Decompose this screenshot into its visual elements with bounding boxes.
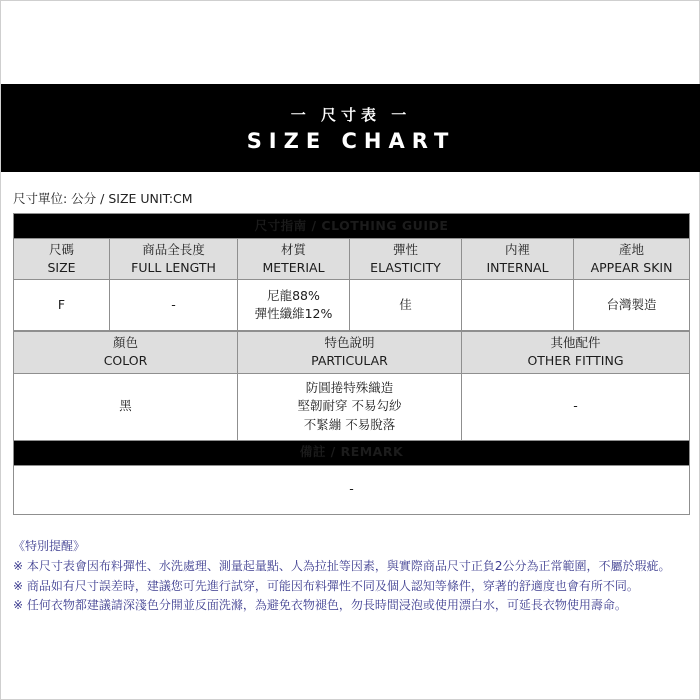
clothing-guide-table [13,213,690,331]
banner-title: SIZE CHART [246,128,456,153]
cell-material-line1: 尼龍88% [267,288,320,304]
header-color [14,332,238,373]
detail-table [13,331,690,514]
table-row [14,465,690,514]
cell-size: F [14,280,110,331]
cell-internal [462,280,574,331]
table-row [14,373,690,440]
table-row [14,440,690,465]
section-header-remark: 備註 / REMARK [14,440,690,465]
header-full-length [110,239,238,280]
note-item: ※ 商品如有尺寸誤差時，建議您可先進行試穿，可能因布料彈性不同及個人認知等條件，穿著的舒適度也會有所不同。 [13,578,639,593]
header-particular [238,332,462,373]
banner-subtitle: 一 尺寸表 一 [290,105,412,124]
header-size-en: SIZE [47,260,76,276]
note-item: ※ 本尺寸表會因布料彈性、水洗處理、測量起量點、人為拉扯等因素，與實際商品尺寸正負2公分為正常範圍，不屬於瑕疵。 [13,559,671,574]
table-row [14,214,690,239]
cell-particular-line1: 防圓捲特殊織造 [305,380,394,396]
header-other-fitting-en: OTHER FITTING [527,353,624,369]
header-internal-cn: 内裡 [504,242,530,257]
special-notes [13,537,689,616]
header-appear-skin-cn: 產地 [619,242,645,257]
header-material-en: METERIAL [262,260,325,276]
header-elasticity-en: ELASTICITY [370,260,441,276]
table-row [14,280,690,331]
header-elasticity-cn: 彈性 [392,242,418,257]
header-elasticity [350,239,462,280]
header-other-fitting-cn: 其他配件 [550,335,601,351]
header-color-en: COLOR [103,353,148,369]
header-appear-skin [574,239,690,280]
header-other-fitting [462,332,690,373]
header-size [14,239,110,280]
cell-particular [238,373,462,440]
cell-material [238,280,350,331]
header-appear-skin-en: APPEAR SKIN [590,260,673,276]
header-particular-cn: 特色說明 [324,335,375,351]
cell-material-line2: 彈性纖維12% [254,306,333,322]
header-material [238,239,350,280]
table-row [14,332,690,373]
notes-title: 《特別提醒》 [13,539,86,553]
size-chart-banner [1,84,700,172]
cell-particular-line2: 堅韌耐穿 不易勾紗 [297,398,402,414]
note-item: ※ 任何衣物都建議請深淺色分開並反面洗滌，為避免衣物褪色，勿長時間浸泡或使用漂白水，可延長衣物使用壽命。 [13,598,627,613]
header-color-cn: 顏色 [112,335,138,351]
table-row [14,239,690,280]
cell-elasticity: 佳 [350,280,462,331]
header-full-length-cn: 商品全長度 [142,242,205,257]
header-internal [462,239,574,280]
header-material-cn: 材質 [280,242,306,257]
header-full-length-en: FULL LENGTH [131,260,216,276]
section-header-guide: 尺寸指南 / CLOTHING GUIDE [14,214,690,239]
cell-full-length: - [110,280,238,331]
cell-other-fitting: - [462,373,690,440]
cell-appear-skin: 台灣製造 [574,280,690,331]
cell-particular-line3: 不緊繃 不易脫落 [303,416,396,432]
header-internal-en: INTERNAL [486,260,549,276]
size-chart-tables [13,213,689,515]
header-particular-en: PARTICULAR [311,353,388,369]
size-unit-label: 尺寸單位: 公分 / SIZE UNIT:CM [13,191,193,206]
cell-remark: - [14,465,690,514]
cell-color: 黑 [14,373,238,440]
header-size-cn: 尺碼 [48,242,74,257]
